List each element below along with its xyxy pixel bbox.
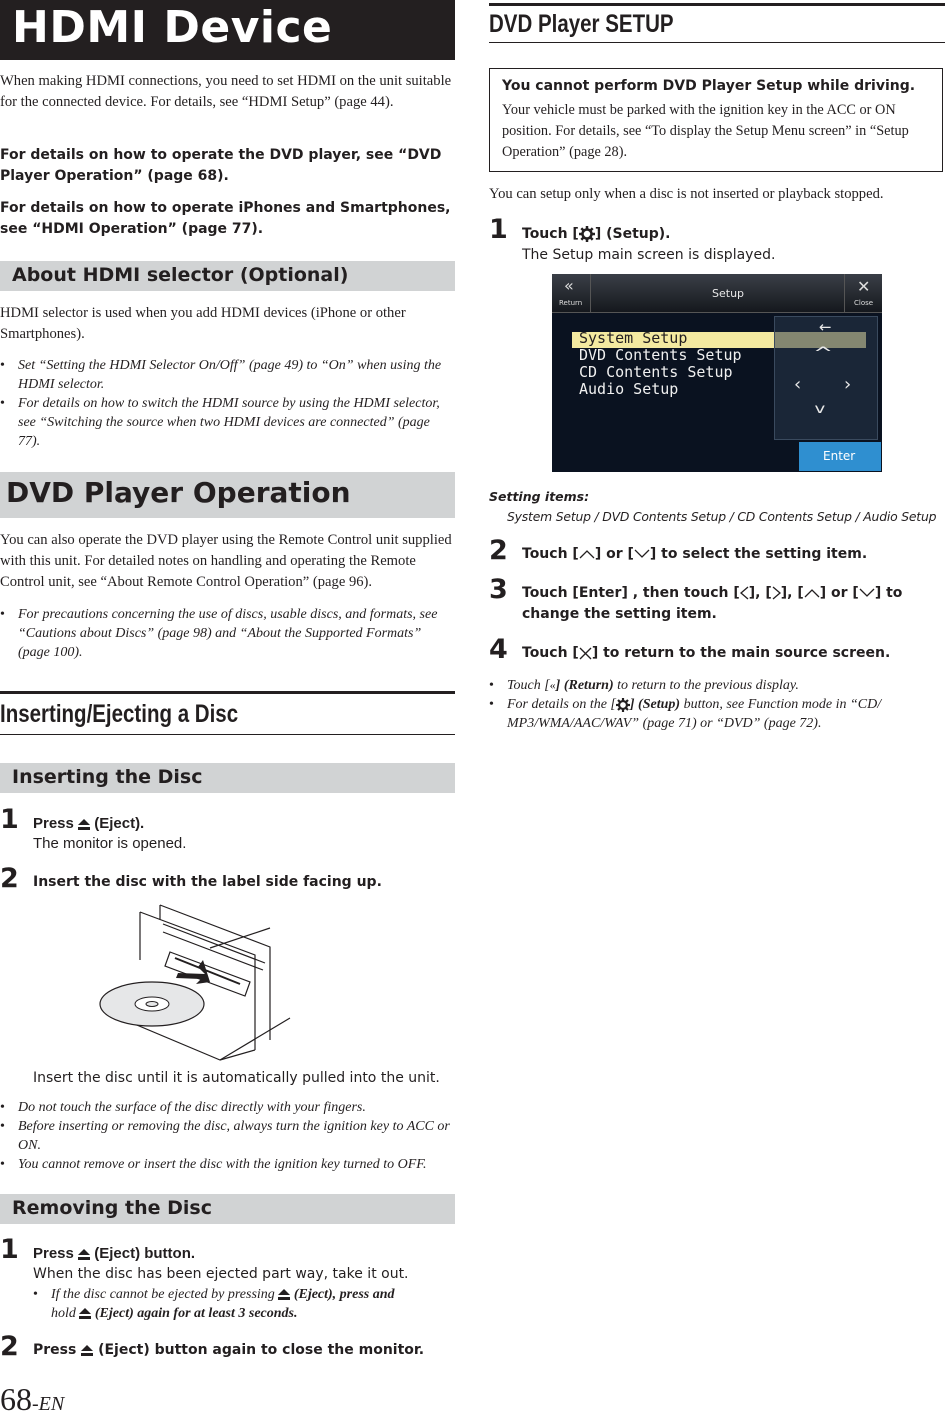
list-item: • For details on the [ ] (Setup) button, see Function mode in “CD/ MP3/WMA/AAC/WAV” (page 71) or “DVD” (page 72). — [489, 697, 882, 731]
step-number: 2 — [489, 535, 508, 566]
setup-step-2: Touch [ ] or [ ] to select the setting item. — [522, 546, 868, 562]
list-item: • For precautions concerning the use of discs, usable discs, and formats, see “Cautions about Discs” (page 98) and “About the Supported Formats” (page 100). — [0, 605, 455, 662]
page-title: HDMI Device — [12, 2, 333, 53]
step-number: 1 — [0, 1234, 19, 1265]
list-item: • Before inserting or removing the disc, always turn the ignition key to ACC or ON. — [0, 1117, 455, 1155]
insert-step-1: Press (Eject). — [33, 815, 145, 832]
intro-paragraph: When making HDMI connections, you need to set HDMI on the unit suitable for the connected device. For details, see “HDMI Setup” (page 44). — [0, 73, 452, 110]
driving-warning-box — [489, 68, 943, 172]
step-number: 4 — [489, 634, 508, 665]
remove-step-1-result: When the disc has been ejected part way, take it out. — [33, 1266, 409, 1282]
divider — [0, 691, 455, 694]
setup-step-4: Touch [ ] to return to the main source screen. — [522, 645, 891, 661]
eject-icon — [278, 1289, 290, 1300]
remove-step-1: Press (Eject) button. — [33, 1245, 196, 1262]
chevron-right-icon[interactable]: › — [844, 374, 852, 395]
selector-notes — [0, 356, 455, 451]
list-item: • Set “Setting the HDMI Selector On/Off” (page 49) to “On” when using the HDMI selector. — [0, 356, 455, 394]
setting-items-label: Setting items: — [489, 489, 590, 504]
remove-step-2: Press (Eject) button again to close the monitor. — [33, 1342, 425, 1358]
section-header-dvd-player-operation: DVD Player Operation — [0, 472, 455, 518]
setting-items-list: System Setup / DVD Contents Setup / CD Contents Setup / Audio Setup — [507, 509, 937, 524]
arrow-back-icon[interactable]: ← — [819, 318, 832, 336]
menu-item-cd-contents-setup[interactable]: CD Contents Setup — [579, 363, 733, 381]
list-item: • For details on how to switch the HDMI source by using the HDMI selector, see “Switching the source when two HDMI devices are connected” (page 77). — [0, 394, 455, 451]
return-button[interactable]: « Return — [552, 274, 591, 312]
chevron-down-icon — [859, 588, 875, 598]
step-number: 2 — [0, 1331, 19, 1362]
dvd-operation-paragraph: You can also operate the DVD player using the Remote Control unit supplied with this unit. For detailed notes on handling and operating the Remote Control unit, see “About Remote Control Operation” (page 96). — [0, 532, 452, 590]
dvd-operation-notes — [0, 605, 455, 662]
chevron-left-icon[interactable]: ‹ — [794, 374, 802, 395]
list-item: • You cannot remove or insert the disc with the ignition key turned to OFF. — [0, 1155, 455, 1174]
gear-icon — [579, 226, 595, 242]
menu-item-system-setup[interactable]: System Setup — [579, 329, 688, 347]
setup-intro: You can setup only when a disc is not inserted or playback stopped. — [489, 186, 884, 202]
menu-item-audio-setup[interactable]: Audio Setup — [579, 380, 679, 398]
warning-body: Your vehicle must be parked with the ignition key in the ACC or ON position. For details, see “To display the Setup Menu screen” in “Setup Operation” (page 28). — [502, 102, 909, 160]
page-number: 68-EN — [0, 1381, 65, 1417]
setup-step-1-result: The Setup main screen is displayed. — [522, 247, 776, 263]
enter-button[interactable]: Enter — [799, 442, 881, 471]
chevron-down-icon[interactable]: v — [814, 402, 826, 417]
double-chevron-left-icon: « — [549, 678, 556, 692]
close-button[interactable]: ✕ Close — [844, 274, 882, 312]
selector-paragraph: HDMI selector is used when you add HDMI devices (iPhone or other Smartphones). — [0, 305, 406, 342]
double-chevron-left-icon: « — [564, 276, 574, 295]
section-header-dvd-player-setup: DVD Player SETUP — [489, 10, 674, 38]
divider — [0, 734, 455, 735]
step-number: 1 — [0, 804, 19, 835]
insert-notes — [0, 1098, 455, 1174]
list-item: • Do not touch the surface of the disc directly with your fingers. — [0, 1098, 455, 1117]
chevron-up-icon[interactable]: ^ — [813, 344, 834, 364]
divider — [489, 42, 945, 43]
eject-icon — [78, 1249, 90, 1260]
step-number: 1 — [489, 214, 508, 245]
setup-screen-screenshot — [552, 274, 882, 472]
remove-note: • If the disc cannot be ejected by pressing (Eject), press and hold (Eject) again for at least 3 seconds. — [33, 1287, 395, 1321]
disc-insertion-illustration — [95, 900, 295, 1062]
chevron-left-icon — [740, 586, 749, 600]
intro-reference-dvd: For details on how to operate the DVD player, see “DVD Player Operation” (page 68). — [0, 147, 442, 184]
setup-notes — [489, 676, 945, 733]
insert-caption: Insert the disc until it is automatically pulled into the unit. — [33, 1070, 440, 1086]
step-number: 3 — [489, 574, 508, 605]
close-icon — [579, 647, 592, 660]
section-header-hdmi-selector: About HDMI selector (Optional) — [0, 261, 455, 291]
close-icon: ✕ — [857, 277, 871, 296]
menu-item-dvd-contents-setup[interactable]: DVD Contents Setup — [579, 346, 742, 364]
setup-step-1: Touch [ ] (Setup). — [522, 226, 671, 242]
page-title-bar — [0, 0, 455, 60]
intro-reference-hdmi: For details on how to operate iPhones and Smartphones, see “HDMI Operation” (page 77). — [0, 200, 451, 237]
divider — [489, 3, 945, 6]
eject-icon — [79, 1308, 91, 1319]
section-header-inserting-ejecting: Inserting/Ejecting a Disc — [0, 700, 239, 728]
gear-icon — [616, 698, 630, 712]
insert-step-1-result: The monitor is opened. — [33, 835, 187, 852]
chevron-up-icon — [804, 588, 820, 598]
chevron-down-icon — [634, 549, 650, 559]
warning-title: You cannot perform DVD Player Setup while driving. — [502, 78, 916, 94]
chevron-right-icon — [772, 586, 781, 600]
setup-step-3: Touch [Enter] , then touch [ ], [ ], [ ] or [ ] to — [522, 585, 903, 601]
section-header-removing-disc: Removing the Disc — [0, 1194, 455, 1224]
setup-step-3-line2: change the setting item. — [522, 606, 717, 622]
chevron-up-icon — [579, 549, 595, 559]
insert-step-2: Insert the disc with the label side facing up. — [33, 874, 382, 890]
eject-icon — [81, 1345, 93, 1356]
eject-icon — [78, 819, 90, 830]
step-number: 2 — [0, 863, 19, 894]
screen-title: Setup — [712, 287, 745, 300]
section-header-inserting-disc: Inserting the Disc — [0, 763, 455, 793]
list-item: • Touch [«] (Return) to return to the previous display. — [489, 678, 799, 693]
